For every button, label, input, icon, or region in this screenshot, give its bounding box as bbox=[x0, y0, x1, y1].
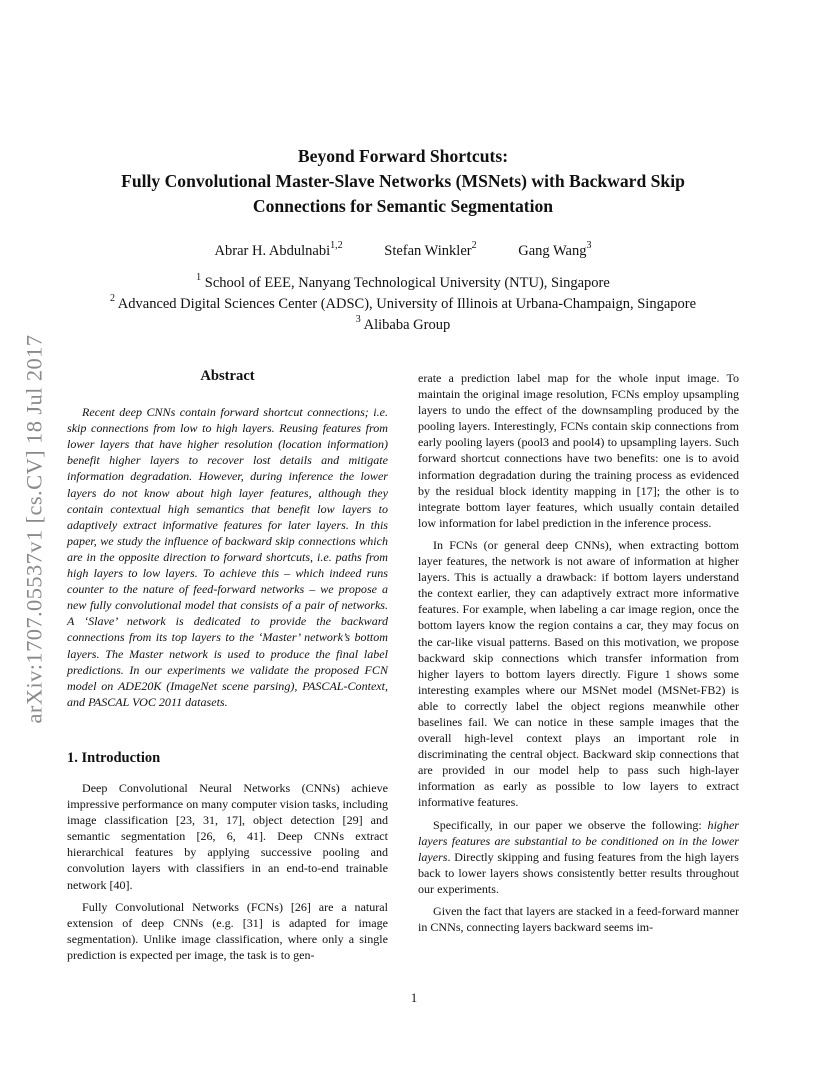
intro-paragraph-1: Deep Convolutional Neural Networks (CNNs) achieve impressive performance on many computer vision tasks, including image classification [23, 31, 17], object detection [29] and semantic segmentation [26, 6, 41]. Deep CNNs extract hierarchical features by applying successive pooling and convolution layers with classifiers in an end-to-end trainable network [40]. bbox=[67, 780, 388, 892]
title-line-3: Connections for Semantic Segmentation bbox=[252, 196, 554, 216]
arxiv-identifier-text: arXiv:1707.05537v1 [cs.CV] 18 Jul 2017 bbox=[21, 334, 47, 723]
left-column bbox=[67, 366, 388, 963]
observation-tail: . Directly skipping and fusing features from the high layers back to lower layers shows consistently better results throughout our experiments. bbox=[418, 849, 739, 896]
right-column bbox=[418, 370, 739, 935]
abstract-heading: Abstract bbox=[200, 368, 255, 384]
affiliation-text: Alibaba Group bbox=[363, 317, 451, 333]
intro-paragraph-continued: erate a prediction label map for the whole input image. To maintain the original image resolution, FCNs employ upsampling layers to undo the effect of the downsampling produced by the pooling layers. Interestingly, FCNs contain skip connections from early pooling layers (pool3 and pool4) to upsampling layers. Such forward shortcut connections have two benefits: one is to avoid information degradation during the training process as evidenced by the residual block identity mapping in [17]; the other is to integrate bottom layer features, which usually contain detailed low information for label prediction in the inference process. bbox=[418, 371, 739, 530]
paper-title bbox=[80, 144, 726, 219]
affiliation-mark: 1 bbox=[196, 272, 202, 284]
author-affil-mark: 2 bbox=[471, 240, 477, 252]
intro-paragraph-2: Fully Convolutional Networks (FCNs) [26] are a natural extension of deep CNNs (e.g. [31] is adapted for image segmentation). Unlike image classification, where only a single prediction is expected per image, the task is to gen- bbox=[67, 899, 388, 962]
affiliation-list bbox=[80, 273, 726, 336]
author-name: Abrar H. Abdulnabi bbox=[214, 243, 331, 259]
author-name: Stefan Winkler bbox=[384, 243, 472, 259]
affiliation-2 bbox=[80, 294, 726, 315]
title-line-1: Beyond Forward Shortcuts: bbox=[297, 146, 509, 166]
author-affil-mark: 3 bbox=[586, 240, 592, 252]
observation-emphasis: higher layers features are substantial to be conditioned on in the lower layers bbox=[418, 817, 739, 864]
title-line-2: Fully Convolutional Master-Slave Networks (MSNets) with Backward Skip bbox=[121, 171, 685, 191]
author-name: Gang Wang bbox=[518, 243, 587, 259]
intro-paragraph-3: In FCNs (or general deep CNNs), when extracting bottom layer features, the network is not aware of information at higher layers. This is actually a drawback: if bottom layers understand the context earlier, they can adaptively extract more informative features. For example, when labeling a car image region, once the bottom layers know the region contains a car, they may focus on the car-like visual patterns. Based on this motivation, we propose backward skip connections which transfer information from higher layers to bottom layers directly. Figure 1 shows some interesting examples where our MSNet model (MSNet-FB2) is able to correctly label the object regions meanwhile other baselines fail. We can notice in these sample images that the overall high-level context plays an important role in discriminating the central object. Backward skip connections that are provided in our model help to pass such high-layer information as early as possible to low layers to extract informative features. bbox=[418, 537, 739, 810]
author-1 bbox=[214, 240, 343, 259]
page-number: 1 bbox=[410, 991, 418, 1005]
intro-paragraph-5: Given the fact that layers are stacked in a feed-forward manner in CNNs, connecting layers backward seems im- bbox=[418, 904, 739, 935]
affiliation-text: School of EEE, Nanyang Technological University (NTU), Singapore bbox=[204, 275, 610, 291]
affiliation-1 bbox=[80, 273, 726, 294]
arxiv-identifier-stamp bbox=[22, 296, 46, 761]
author-2 bbox=[384, 240, 477, 259]
observation-lead: Specifically, in our paper we observe the following: bbox=[433, 817, 708, 832]
introduction-heading: 1. Introduction bbox=[67, 749, 161, 766]
author-list bbox=[80, 241, 726, 261]
affiliation-3 bbox=[80, 315, 726, 336]
abstract-text: Recent deep CNNs contain forward shortcut connections; i.e. skip connections from low to high layers. Reusing features from lower layers that have higher resolution (location information) benefit higher layers to recover lost details and mitigate information degradation. However, during inference the lower layers do not know about high layer features, although they contain contextual high semantics that benefit low layers to adaptively extract informative features for later layers. In this paper, we study the influence of backward skip connections which are in the opposite direction to forward shortcuts, i.e. paths from high layers to low layers. To achieve this – which indeed runs counter to the nature of feed-forward networks – we propose a new fully convolutional model that consists of a pair of networks. A ‘Slave’ network is dedicated to provide the backward connections from its top layers to the ‘Master’ network’s bottom layers. The Master network is used to produce the final label predictions. In our experiments we validate the proposed FCN model on ADE20K (ImageNet scene parsing), PASCAL-Context, and PASCAL VOC 2011 datasets. bbox=[67, 405, 388, 709]
author-affil-mark: 1,2 bbox=[330, 240, 343, 252]
affiliation-mark: 3 bbox=[355, 314, 361, 326]
author-3 bbox=[518, 240, 592, 259]
affiliation-mark: 2 bbox=[109, 293, 115, 305]
intro-paragraph-4 bbox=[418, 817, 739, 897]
affiliation-text: Advanced Digital Sciences Center (ADSC), University of Illinois at Urbana-Champaign, Singapore bbox=[117, 296, 697, 312]
